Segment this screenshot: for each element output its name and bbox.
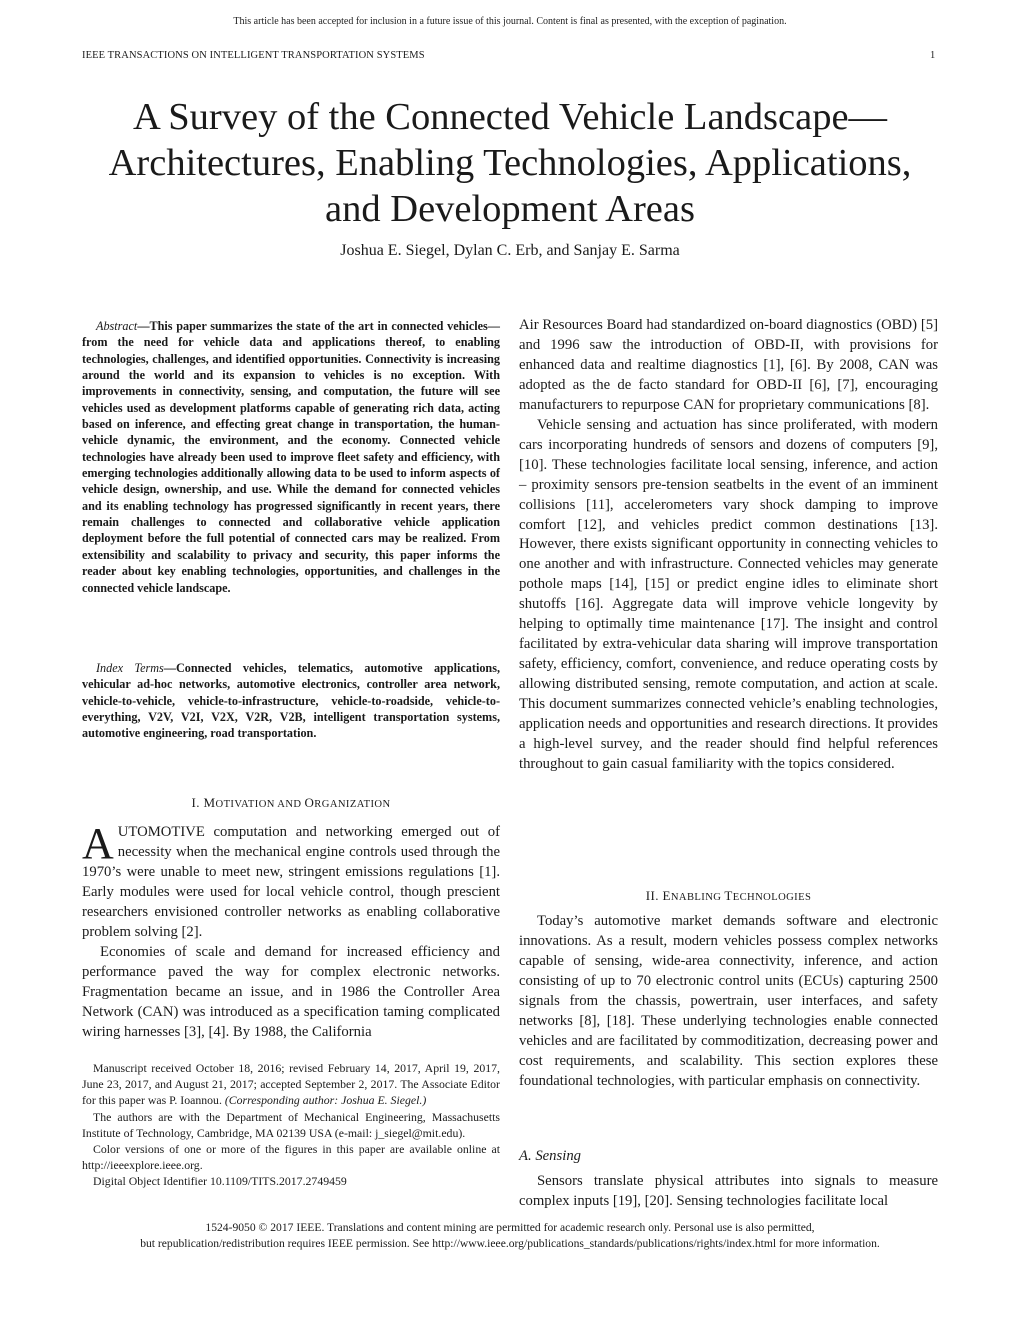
footnote: The authors are with the Department of Mechanical Engineering, Massachusetts Institute of Technology, Cambridge, MA 02139 USA (e-mail: j_siegel@mit.edu). [82,1109,500,1140]
abstract-label: Abstract [96,319,138,333]
page-number: 1 [930,50,936,61]
paragraph: Sensors translate physical attributes into signals to measure complex inputs [19], [20]. Sensing technologies facilitate local [519,1173,938,1209]
subsection-heading: A. Sensing [519,1148,582,1164]
journal-running-head: IEEE TRANSACTIONS ON INTELLIGENT TRANSPORTATION SYSTEMS [82,50,425,61]
acceptance-notice: This article has been accepted for inclusion in a future issue of this journal. Content is final as presented, with the exception of pagination. [233,16,787,27]
section-heading: I. MOTIVATION AND ORGANIZATION [191,795,391,810]
section-2a-body [519,1172,938,1212]
paragraph: AUTOMOTIVE computation and networking emerged out of necessity when the mechanical engine controls used through the 1970’s were unable to meet new, stringent emissions regulations [1]. Early modules were used for local vehicle control, though prescient researchers envisioned controller networks as enabling collaborative problem solving [2]. [82,819,500,940]
title-line: and Development Areas [325,188,695,230]
footnote: Digital Object Identifier 10.1109/TITS.2017.2749459 [93,1174,347,1189]
section-2-body [519,912,938,1092]
paragraph: Air Resources Board had standardized on-board diagnostics (OBD) [5] and 1996 saw the introduction of OBD-II, with provisions for enhanced data and realtime diagnostics [1], [6]. By 2008, CAN was adopted as the de facto standard for OBD-II [6], [7], encouraging manufacturers to repurpose CAN for proprietary communications [8]. [519,317,938,413]
index-terms: Index Terms—Connected vehicles, telematics, automotive applications, vehicular ad-hoc networks, automotive electronics, controller area network, vehicle-to-vehicle, vehicle-to-infrastructure, vehicle-to-roadside, vehicle-to-everything, V2V, V2I, V2X, V2R, V2B, intelligent transportation systems, automotive engineering, road transportation. [82,661,500,741]
paper-title [40,94,980,232]
abstract-text: This paper summarizes the state of the art in connected vehicles—from the need for vehicle data and applications thereof, to enabling technologies, challenges, and identified opportunities. Connectivity is increasing around the world and its expansion to vehicles is no exception. With improvements in connectivity, sensing, and computation, the future will see vehicles used as development platforms capable of generating rich data, acting based on inference, and effecting great change in transportation, the human-vehicle dynamic, the environment, and the economy. Connected vehicle technologies have already been used to improve fleet safety and efficiency, with emerging technologies additionally allowing data to be used to inform aspects of vehicle design, ownership, and use. While the demand for connected vehicles and its enabling technology has progressed significantly in recent years, there remain challenges to connected and collaborative vehicle application deployment before the full potential of connected cars may be realized. From extensibility and scalability to privacy and security, this paper informs the reader about key enabling technologies, opportunities, and challenges in the connected vehicle landscape. [82,319,500,595]
section-1-body [82,819,500,1042]
footnote: Color versions of one or more of the figures in this paper are available online at http://ieeexplore.ieee.org. [82,1142,500,1173]
index-terms-label: Index Terms [96,661,164,675]
paragraph: Today’s automotive market demands software and electronic innovations. As a result, modern vehicles possess complex networks capable of sensing, wide-area connectivity, inference, and action consisting of up to 70 electronic control units (ECUs) capturing 2500 signals from the chassis, powertrain, user interfaces, and safety networks [8], [18]. These underlying technologies enable connected vehicles and are facilitated by commoditization, decreasing power and cost requirements, and scalability. This section explores these foundational technologies, with particular emphasis on connectivity. [519,913,938,1089]
footnotes [82,1060,500,1190]
title-line: Architectures, Enabling Technologies, Applications, [108,142,912,184]
author-list: Joshua E. Siegel, Dylan C. Erb, and Sanjay E. Sarma [340,242,680,259]
right-column-intro [519,316,938,775]
copyright-notice: 1524-9050 © 2017 IEEE. Translations and content mining are permitted for academic research only. Personal use is also permitted, but republication/redistribution requires IEEE permission. See http://www.ieee.org/publications_standards/publications/rights/index.html for more information. [140,1221,880,1250]
paragraph: Economies of scale and demand for increased efficiency and performance paved the way for complex electronic networks. Fragmentation became an issue, and in 1986 the Controller Area Network (CAN) was introduced as a specification taming complicated wiring harnesses [3], [4]. By 1988, the California [82,943,500,1040]
paragraph: Vehicle sensing and actuation has since proliferated, with modern cars incorporating hundreds of sensors and dozens of computers [9], [10]. These technologies facilitate local sensing, inference, and action – proximity sensors pre-tension seatbelts in the event of an imminent collisions [11], accelerometers vary shock damping to improve comfort [12], and vehicles predict common destinations [13]. However, there exists significant opportunity in connecting vehicles to one another and with infrastructure. Connected vehicles may generate pothole maps [14], [15] or predict engine idles to eliminate short shutoffs [16]. Aggregate data will improve vehicle longevity by helping to optimally time maintenance [17]. The insight and control facilitated by extra-vehicular data sharing will improve transportation safety, efficiency, comfort, convenience, and reduce operating costs by allowing distributed sensing, remote computation, and action at scale. This document summarizes connected vehicle’s enabling technologies, application needs and opportunities and research directions. It provides a high-level survey, and the reader should find helpful references throughout to gain casual familiarity with the topics considered. [519,416,938,772]
drop-cap: A [82,819,114,868]
section-heading: II. ENABLING TECHNOLOGIES [645,888,812,903]
title-line: A Survey of the Connected Vehicle Landscape— [132,96,888,138]
abstract: Abstract—This paper summarizes the state of the art in connected vehicles—from the need for vehicle data and applications thereof, to enabling technologies, challenges, and identified opportunities. Connectivity is increasing around the world and its expansion to vehicles is no exception. With improvements in connectivity, sensing, and computation, the future will see vehicles used as development platforms capable of generating rich data, acting based on inference, and effecting great change in transportation, the human-vehicle dynamic, the environment, and the economy. Connected vehicle technologies have already been used to improve fleet safety and efficiency, with emerging technologies additionally allowing data to be used to inform aspects of vehicle design, ownership, and use. While the demand for connected vehicles and its enabling technology has progressed significantly in recent years, there remain challenges to connected and collaborative vehicle application deployment before the full potential of connected cars may be realized. From extensibility and scalability to privacy and security, this paper informs the reader about key enabling technologies, opportunities, and challenges in the connected vehicle landscape. [82,319,500,595]
index-terms-text: Connected vehicles, telematics, automotive applications, vehicular ad-hoc networks, automotive electronics, controller area network, vehicle-to-vehicle, vehicle-to-infrastructure, vehicle-to-roadside, vehicle-to-everything, V2V, V2I, V2X, V2R, V2B, intelligent transportation systems, automotive engineering, road transportation. [82,661,500,741]
footnote: Manuscript received October 18, 2016; revised February 14, 2017, April 19, 2017, June 23, 2017, and August 21, 2017; accepted September 2, 2017. The Associate Editor for this paper was P. Ioannou. (Corresponding author: Joshua E. Siegel.) [82,1061,500,1108]
